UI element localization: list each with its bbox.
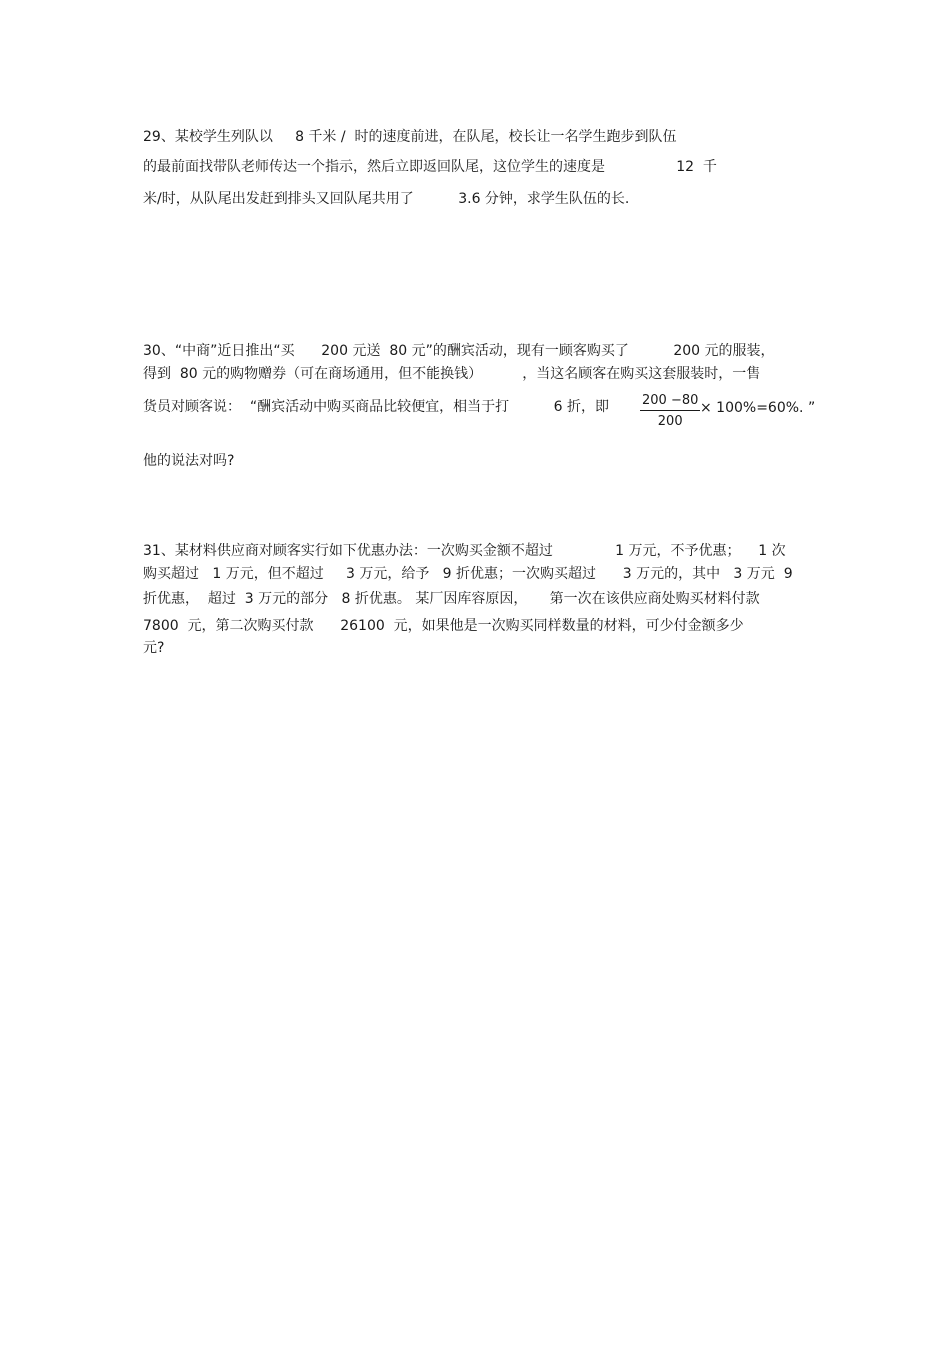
q30-line-1: 30、“中商”近日推出“买 200 元送 80 元”的酬宾活动，现有一顾客购买了 200 元的服装， [143, 343, 775, 359]
q31-line-5: 元? [143, 640, 165, 656]
q30-line-2: 得到 80 元的购物赠券（可在商场通用，但不能换钱） ，当这名顾客在购买这套服装时，一售 [143, 366, 761, 382]
q30-line-3: 货员对顾客说： “酬宾活动中购买商品比较便宜，相当于打 6 折，即 [143, 399, 610, 415]
q31-line-4: 7800 元，第二次购买付款 26100 元，如果他是一次购买同样数量的材料，可少付金额多少 [143, 618, 744, 634]
q31-line-3: 折优惠， 超过 3 万元的部分 8 折优惠。 某厂因库容原因， 第一次在该供应商处购买材料付款 [143, 591, 760, 607]
fraction [640, 393, 700, 429]
q29-line-1: 29、某校学生列队以 8 千米 / 时的速度前进，在队尾，校长让一名学生跑步到队伍 [143, 129, 677, 145]
q29-line-3: 米/时，从队尾出发赶到排头又回队尾共用了 3.6 分钟，求学生队伍的长. [143, 191, 630, 207]
fraction-numerator: 200 −80 [640, 393, 700, 411]
q31-line-2: 购买超过 1 万元，但不超过 3 万元，给予 9 折优惠；一次购买超过 3 万元的，其中 3 万元 9 [143, 566, 793, 582]
fraction-denominator: 200 [657, 414, 683, 429]
q29-line-2: 的最前面找带队老师传达一个指示，然后立即返回队尾，这位学生的速度是 12 千 [143, 159, 717, 175]
q30-line-4: 他的说法对吗? [143, 453, 235, 469]
q31-line-1: 31、某材料供应商对顾客实行如下优惠办法：一次购买金额不超过 1 万元，不予优惠； 1 次 [143, 543, 786, 559]
q30-line-3-tail: × 100%=60%. ” [700, 400, 816, 416]
